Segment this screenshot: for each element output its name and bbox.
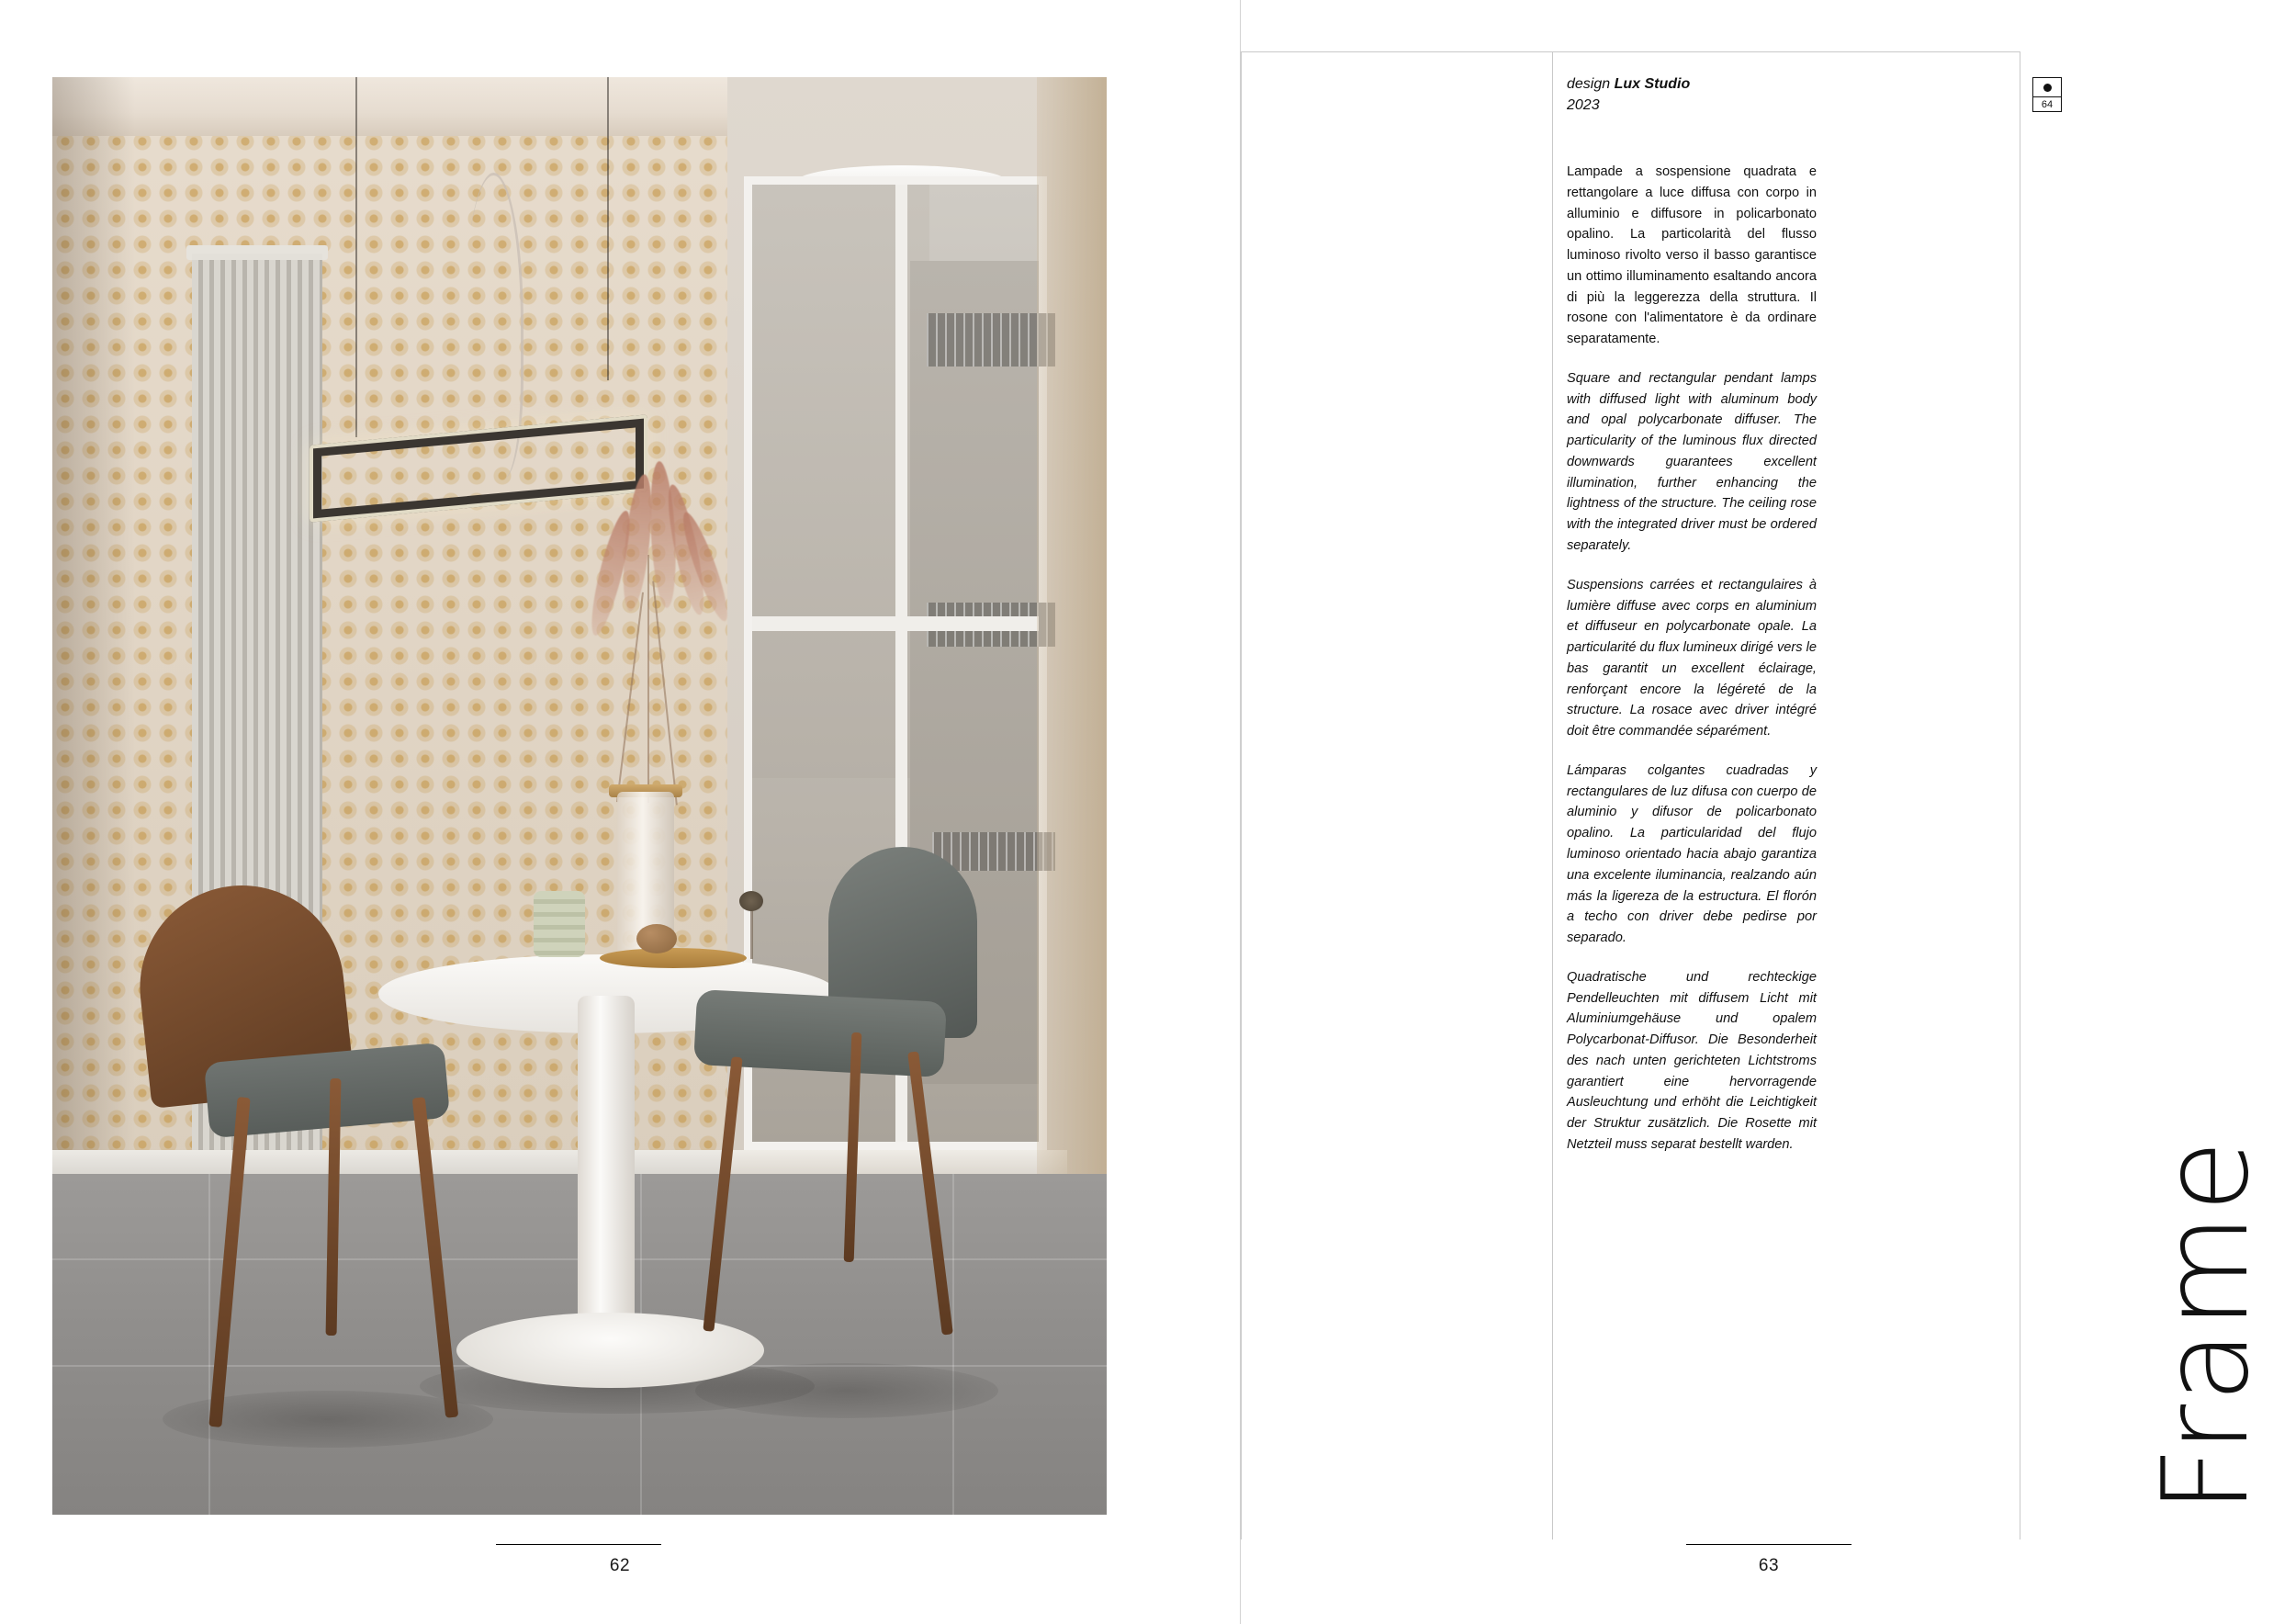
- dot-icon: [2033, 78, 2061, 97]
- product-title: Frame: [2138, 1138, 2275, 1514]
- decorative-candle: [534, 891, 585, 957]
- column-rule: [1552, 51, 1553, 1539]
- window-sill: [727, 1150, 1067, 1174]
- folio-rule: [1686, 1544, 1851, 1545]
- decorative-ball: [636, 924, 677, 953]
- column-rule: [1241, 51, 1242, 1539]
- pampas-stem: [647, 555, 649, 803]
- description-en: Square and rectangular pendant lamps with diffused light with aluminum body and opal polycarbonate diffuser. The particularity of the luminous flux directed downwards guarantees excellent illumination, further enhancing the lightness of the structure. The ceiling rose with the integrated driver must be ordered separately.: [1567, 370, 1817, 554]
- page-number-right: 63: [1758, 1556, 1780, 1575]
- curtain: [1037, 77, 1107, 1235]
- description-es: Lámparas colgantes cuadradas y rectangulares de luz difusa con cuerpo de aluminio y difusor de policarbonato opalino. La particularidad del flujo luminoso orientado hacia abajo garantiza una excelente iluminancia, realzando aún más la ligereza de la estructura. El florón a techo con driver debe pedirse por separado.: [1567, 762, 1817, 946]
- header-rule: [1241, 51, 2020, 52]
- brass-tray: [600, 948, 747, 968]
- dot-glyph: [2043, 84, 2052, 92]
- balcony-railing: [927, 313, 1055, 367]
- description-column: [1567, 162, 1817, 1174]
- product-photo: [52, 77, 1107, 1515]
- designer-credit: [1567, 73, 1690, 116]
- dining-table-stem: [578, 996, 635, 1340]
- photo-scene: [52, 77, 1107, 1515]
- designer-prefix: design: [1567, 76, 1611, 92]
- pendant-suspension-wire: [607, 77, 609, 380]
- folio-rule: [496, 1544, 661, 1545]
- chair-shadow: [695, 1363, 998, 1418]
- page-reference-badge: [2032, 77, 2062, 112]
- pendant-suspension-wire: [355, 77, 357, 437]
- floor-tile-line: [208, 1174, 210, 1515]
- dried-twig-head: [739, 891, 763, 911]
- wall-shadow: [52, 77, 135, 1271]
- description-de: Quadratische und rechteckige Pendelleuchten mit diffusem Licht mit Aluminiumgehäuse und opalem Polycarbonat-Diffusor. Die Besonderheit des nach unten gerichteten Lichtstroms garantiert eine hervorragende Ausleuchtung und erhöht die Leichtigkeit der Struktur zusätzlich. Die Rosette mit Netzteil muss separat bestellt warden.: [1567, 969, 1817, 1152]
- floor-tile-line: [952, 1174, 954, 1515]
- page-number-left: 62: [609, 1556, 631, 1575]
- designer-name: Lux Studio: [1614, 76, 1691, 92]
- right-page: [1240, 0, 2296, 1624]
- ceiling-molding: [52, 77, 727, 136]
- designer-year: 2023: [1567, 97, 1600, 114]
- description-fr: Suspensions carrées et rectangulaires à lumière diffuse avec corps en aluminium et diffuseur en polycarbonate opale. La particularité du flux lumineux dirigé vers le bas garantit un excellent éclairage, renforçant encore la légéreté de la structure. La rosace avec driver intégré doit être commandée séparément.: [1567, 577, 1817, 739]
- dried-twig: [750, 904, 753, 959]
- description-it: Lampade a sospensione quadrata e rettangolare a luce diffusa con corpo in alluminio e diffusore in policarbonato opalino. La particolarità del flusso luminoso rivolto verso il basso garantisce un ottimo illuminamento esaltando ancora di più la leggerezza della struttura. Il rosone con l'alimentatore è da ordinare separatamente.: [1567, 164, 1817, 347]
- reference-page-number: 64: [2041, 99, 2054, 110]
